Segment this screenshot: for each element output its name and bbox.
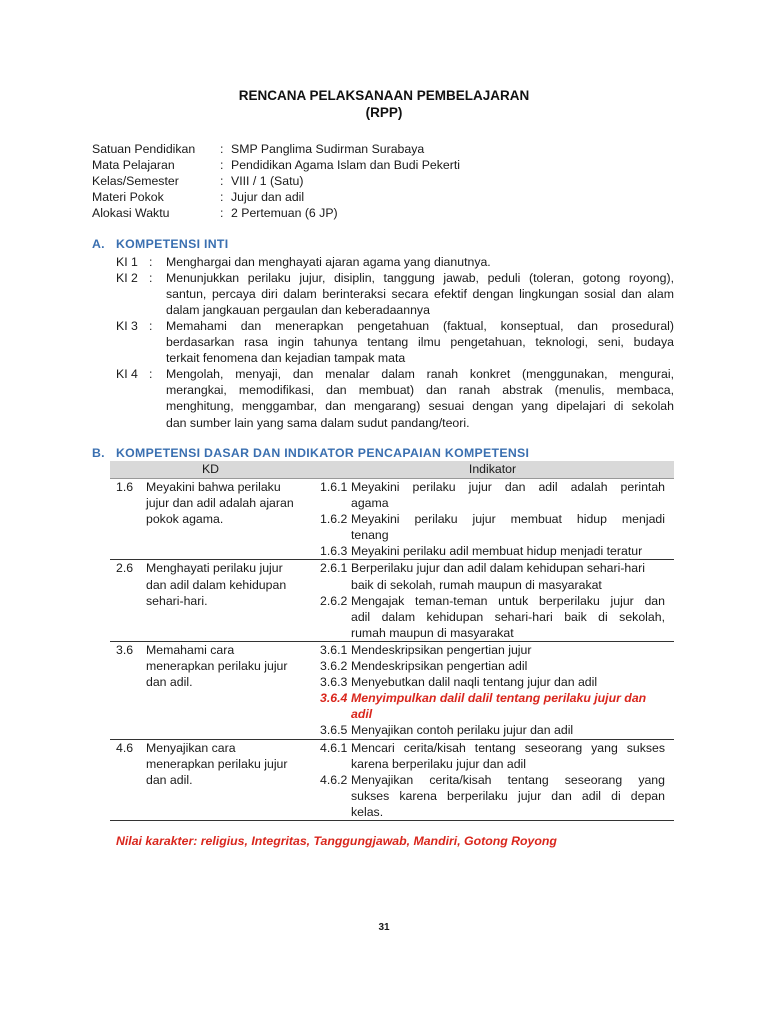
indicator-item	[311, 560, 674, 592]
kd-text	[146, 740, 311, 788]
ki-line: Mengolah, menyaji, dan menalar dalam ranah konkret (menggunakan, mengurai,	[166, 367, 674, 381]
indicator-text	[351, 690, 665, 722]
indicator-cell	[311, 739, 674, 820]
info-colon: :	[220, 190, 224, 204]
ki-line: Menghargai dan menghayati ajaran agama yang dianutnya.	[166, 255, 491, 269]
kd-line: dan adil.	[146, 675, 193, 690]
info-colon: :	[220, 158, 224, 172]
indicator-item	[311, 479, 674, 511]
info-colon: :	[220, 142, 224, 156]
kd-line: pokok agama.	[146, 512, 224, 527]
indicator-item	[311, 593, 674, 641]
ki-line: menghitung, menggambar, dan mengarang) sesuai dengan yang dipelajari di sekolah	[166, 399, 674, 414]
document-title: RENCANA PELAKSANAAN PEMBELAJARAN	[238, 88, 530, 103]
indicator-number: 3.6.4	[320, 691, 348, 706]
kd-line: Memahami cara	[146, 642, 235, 657]
indicator-item	[311, 642, 674, 658]
header-kd: KD	[110, 461, 311, 479]
indicator-number: 3.6.1	[320, 642, 348, 657]
table-header-row	[110, 461, 674, 479]
ki-line: terkait fenomena dan kejadian tampak mata	[166, 351, 406, 366]
ki-colon: :	[149, 271, 153, 285]
kd-cell	[110, 479, 311, 560]
indicator-item	[311, 740, 674, 772]
info-value: Pendidikan Agama Islam dan Budi Pekerti	[231, 158, 460, 172]
indicator-text	[351, 740, 665, 772]
indicator-number: 1.6.1	[320, 480, 348, 494]
info-value: 2 Pertemuan (6 JP)	[231, 206, 338, 220]
info-colon: :	[220, 174, 224, 188]
indicator-line: kelas.	[351, 804, 384, 819]
indicator-line: tenang	[351, 528, 389, 543]
info-row	[92, 189, 692, 205]
indicator-text	[351, 543, 665, 559]
info-label: Kelas/Semester	[92, 174, 179, 188]
indicator-text	[351, 674, 665, 690]
indicator-line: baik di sekolah, rumah maupun di masyarakat	[351, 577, 602, 592]
ki-line: merangkai, memodifikasi, dan membuat) dan ranah abstrak (menulis, membaca,	[166, 383, 674, 398]
indicator-text	[351, 772, 665, 820]
section-title: KOMPETENSI DASAR DAN INDIKATOR PENCAPAIAN KOMPETENSI	[116, 446, 530, 460]
info-label: Satuan Pendidikan	[92, 142, 196, 156]
info-value: VIII / 1 (Satu)	[231, 174, 304, 188]
ki-colon: :	[149, 319, 153, 333]
indicator-item	[311, 674, 674, 690]
indicator-line: Mendeskripsikan pengertian adil	[351, 659, 528, 674]
ki-text	[166, 270, 674, 319]
kd-number: 4.6	[116, 740, 134, 755]
ki-text	[166, 366, 674, 431]
indicator-cell	[311, 560, 674, 641]
indicator-line: Meyakini perilaku adil membuat hidup menjadi teratur	[351, 544, 643, 559]
indicator-line: karena berperilaku jujur dan adil	[351, 756, 526, 771]
indicator-number: 1.6.2	[320, 512, 348, 527]
indicator-text	[351, 593, 665, 641]
kd-cell	[110, 560, 311, 641]
section-letter: B.	[92, 446, 105, 460]
indicator-number: 2.6.1	[320, 561, 348, 576]
kd-cell	[110, 641, 311, 739]
indicator-number: 1.6.3	[320, 544, 348, 559]
ki-code: KI 3	[116, 319, 138, 333]
section-letter: A.	[92, 237, 105, 251]
indicator-line: Mengajak teman-teman untuk berperilaku jujur dan	[351, 593, 665, 608]
indicator-number: 4.6.1	[320, 740, 348, 755]
indicator-line: Meyakini perilaku jujur membuat hidup menjadi	[351, 512, 665, 527]
indicator-text	[351, 658, 665, 674]
info-colon: :	[220, 206, 224, 220]
document-subtitle: (RPP)	[365, 105, 403, 120]
info-row	[92, 157, 692, 173]
ki-colon: :	[149, 255, 153, 269]
indicator-item	[311, 658, 674, 674]
section-title: KOMPETENSI INTI	[116, 237, 229, 251]
kd-text	[146, 642, 311, 690]
kd-line: dan adil.	[146, 772, 193, 787]
indicator-item	[311, 511, 674, 543]
ki-line: Menunjukkan perilaku jujur, disiplin, tanggung jawab, peduli (toleran, gotong royong),	[166, 271, 674, 285]
kd-number: 3.6	[116, 642, 134, 657]
kd-line: jujur dan adil adalah ajaran	[146, 496, 294, 511]
kd-indicator-table	[110, 461, 674, 821]
indicator-item	[311, 543, 674, 559]
ki-text	[166, 318, 674, 367]
indicator-item	[311, 772, 674, 820]
info-row	[92, 173, 692, 189]
info-value: SMP Panglima Sudirman Surabaya	[231, 142, 425, 156]
kd-number: 2.6	[116, 561, 134, 576]
indicator-item-highlighted	[311, 690, 674, 722]
info-label: Alokasi Waktu	[92, 206, 170, 220]
indicator-line: Berperilaku jujur dan adil dalam kehidupan sehari-hari	[351, 561, 645, 576]
kd-line: dan adil dalam kehidupan	[146, 577, 287, 592]
indicator-line: Mencari cerita/kisah tentang seseorang yang sukses	[351, 740, 665, 755]
indicator-text	[351, 642, 665, 658]
kd-number: 1.6	[116, 480, 134, 494]
ki-code: KI 1	[116, 255, 138, 269]
ki-line: Memahami dan menerapkan pengetahuan (faktual, konseptual, dan prosedural)	[166, 319, 674, 333]
indicator-number: 3.6.2	[320, 659, 348, 674]
kd-text	[146, 560, 311, 608]
indicator-line: agama	[351, 496, 389, 511]
kd-line: Menghayati perilaku jujur	[146, 561, 283, 576]
kd-line: sehari-hari.	[146, 593, 208, 608]
indicator-line: Meyakini perilaku jujur dan adil adalah perintah	[351, 480, 665, 494]
ki-code: KI 4	[116, 367, 138, 381]
indicator-line: rumah maupun di masyarakat	[351, 625, 514, 640]
indicator-line: Menyimpulkan dalil dalil tentang perilaku jujur dan	[351, 691, 647, 706]
table-row	[110, 739, 674, 820]
indicator-text	[351, 560, 665, 592]
ki-line: dan sumber lain yang sama dalam sudut pandang/teori.	[166, 415, 470, 430]
table-row	[110, 560, 674, 641]
page-number: 31	[378, 922, 390, 933]
indicator-cell	[311, 479, 674, 560]
indicator-text	[351, 511, 665, 543]
kd-line: menerapkan perilaku jujur	[146, 756, 288, 771]
indicator-number: 4.6.2	[320, 772, 348, 787]
indicator-number: 3.6.5	[320, 723, 348, 738]
section-heading-a	[92, 237, 228, 251]
ki-colon: :	[149, 367, 153, 381]
ki-code: KI 2	[116, 271, 138, 285]
indicator-line: adil	[351, 707, 373, 722]
indicator-text	[351, 479, 665, 511]
kd-line: Meyakini bahwa perilaku	[146, 480, 281, 494]
ki-text	[166, 254, 674, 270]
info-label: Materi Pokok	[92, 190, 164, 204]
info-row	[92, 141, 692, 157]
info-row	[92, 205, 692, 221]
info-label: Mata Pelajaran	[92, 158, 175, 172]
ki-line: berdasarkan rasa ingin tahunya tentang ilmu pengetahuan, teknologi, seni, budaya	[166, 335, 674, 350]
indicator-line: Menyajikan cerita/kisah tentang seseorang yang	[351, 772, 665, 787]
indicator-line: Mendeskripsikan pengertian jujur	[351, 642, 532, 657]
section-heading-b	[92, 446, 529, 460]
ki-line: santun, percaya diri dalam berinteraksi secara efektif dengan lingkungan sosial dan alam	[166, 287, 674, 302]
indicator-item	[311, 722, 674, 738]
indicator-text	[351, 722, 665, 738]
header-indikator: Indikator	[311, 461, 674, 479]
kd-line: menerapkan perilaku jujur	[146, 659, 288, 674]
table-row	[110, 479, 674, 560]
info-value: Jujur dan adil	[231, 190, 305, 204]
nilai-karakter: Nilai karakter: religius, Integritas, Tanggungjawab, Mandiri, Gotong Royong	[116, 834, 557, 848]
kd-text	[146, 479, 311, 527]
indicator-cell	[311, 641, 674, 739]
ki-line: dalam jangkauan pergaulan dan keberadaannya	[166, 303, 430, 318]
indicator-number: 2.6.2	[320, 593, 348, 608]
table-row	[110, 641, 674, 739]
kd-line: Menyajikan cara	[146, 740, 236, 755]
indicator-line: Menyebutkan dalil naqli tentang jujur dan adil	[351, 675, 598, 690]
kd-cell	[110, 739, 311, 820]
indicator-line: sukses karena berperilaku jujur dan adil di depan	[351, 788, 665, 803]
indicator-line: adil dalam kehidupan sehari-hari baik di sekolah,	[351, 609, 665, 624]
indicator-line: Menyajikan contoh perilaku jujur dan adil	[351, 723, 574, 738]
indicator-number: 3.6.3	[320, 675, 348, 690]
